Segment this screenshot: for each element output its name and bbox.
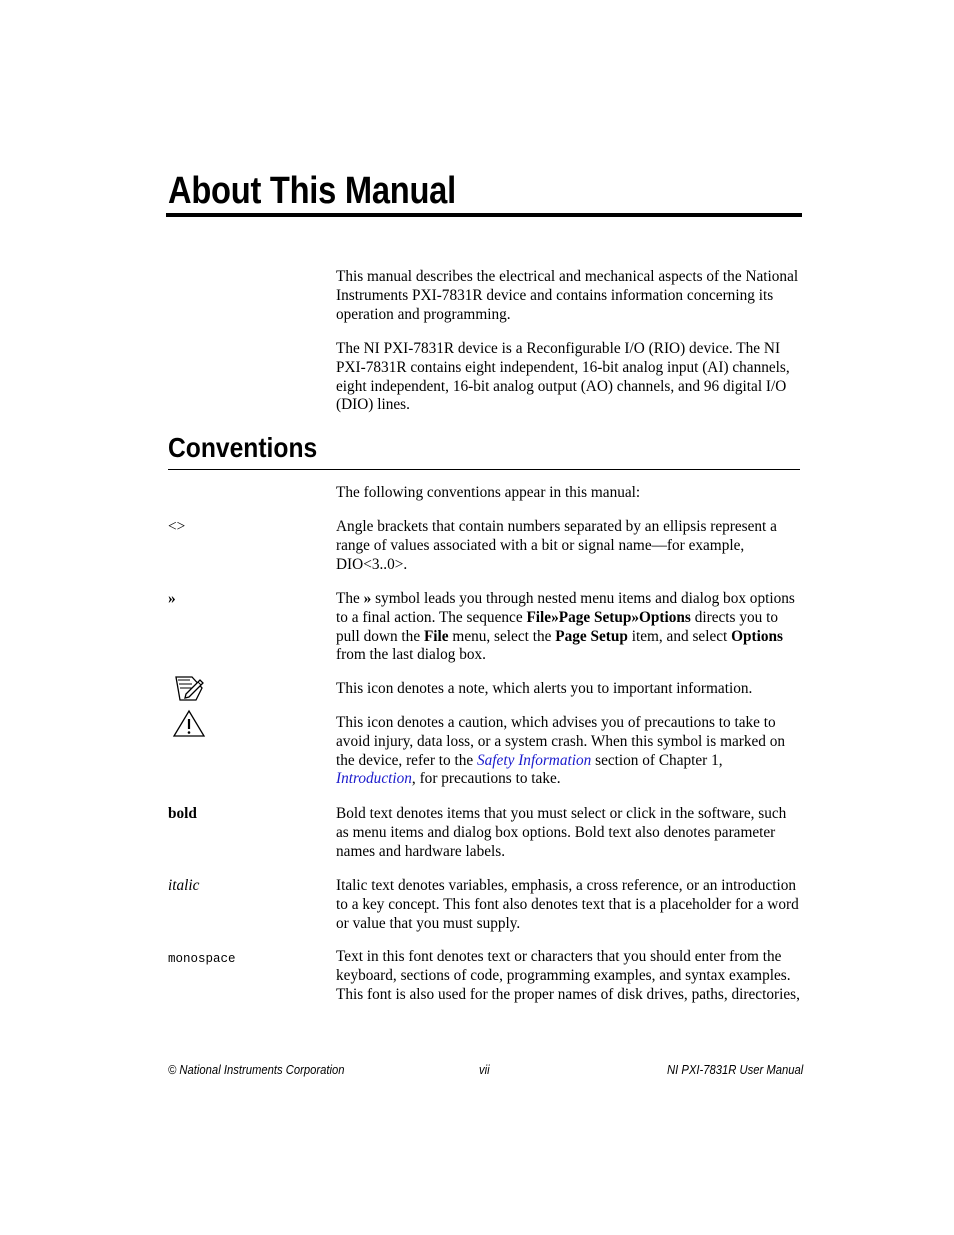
desc-note: This icon denotes a note, which alerts you to important information. — [336, 680, 753, 697]
desc-menu-symbol: The » symbol leads you through nested menu items and dialog box options to a final action. The sequence File»Page Setup»Options directs you to pull down the File menu, select the Page Setup item, and select Options from the last dialog box. — [336, 590, 795, 664]
term-menu-symbol: » — [168, 590, 176, 607]
footer-left: © National Instruments Corporation — [168, 1063, 345, 1077]
desc-italic: Italic text denotes variables, emphasis, a cross reference, or an introduction to a key concept. This font also denotes text that is a placeholder for a word or value that you must supply. — [336, 877, 799, 932]
conventions-lead: The following conventions appear in this manual: — [336, 484, 641, 501]
conventions-heading: Conventions — [168, 432, 318, 463]
desc-monospace: Text in this font denotes text or characters that you should enter from the keyboard, sections of code, programming examples, and syntax examples. This font is also used for the proper names of disk drives, paths, directories, — [336, 948, 800, 1003]
term-angle-brackets: <> — [168, 518, 186, 535]
conventions-rule — [168, 469, 800, 470]
desc-bold: Bold text denotes items that you must select or click in the software, such as menu items and dialog box options. Bold text also denotes parameter names and hardware labels. — [336, 805, 787, 860]
term-italic: italic — [168, 877, 200, 894]
note-icon — [172, 674, 206, 704]
footer-right: NI PXI-7831R User Manual — [667, 1063, 804, 1077]
desc-caution: This icon denotes a caution, which advises you of precautions to take to avoid injury, data loss, or a system crash. When this symbol is marked on the device, refer to the Safety Information section of Chapter 1, Introduction, for precautions to take. — [336, 714, 786, 788]
intro-paragraph-1: This manual describes the electrical and mechanical aspects of the National Instruments PXI-7831R device and contains information concerning its operation and programming. — [336, 268, 799, 323]
safety-information-link[interactable]: Safety Information — [477, 751, 592, 769]
introduction-link[interactable]: Introduction — [336, 770, 412, 788]
title-rule — [166, 213, 802, 217]
caution-icon — [172, 708, 206, 738]
term-bold: bold — [168, 805, 197, 822]
page-title: About This Manual — [168, 170, 456, 212]
footer-page-number: vii — [479, 1063, 490, 1077]
term-monospace: monospace — [168, 952, 236, 966]
intro-paragraph-2: The NI PXI-7831R device is a Reconfigurable I/O (RIO) device. The NI PXI-7831R contains eight independent, 16-bit analog input (AI) channels, eight independent, 16-bit analog output (AO) channels, and 96 digital I/O (DIO) lines. — [336, 340, 790, 414]
desc-angle-brackets: Angle brackets that contain numbers separated by an ellipsis represent a range of values associated with a bit or signal name—for example, DIO<3..0>. — [336, 518, 777, 573]
